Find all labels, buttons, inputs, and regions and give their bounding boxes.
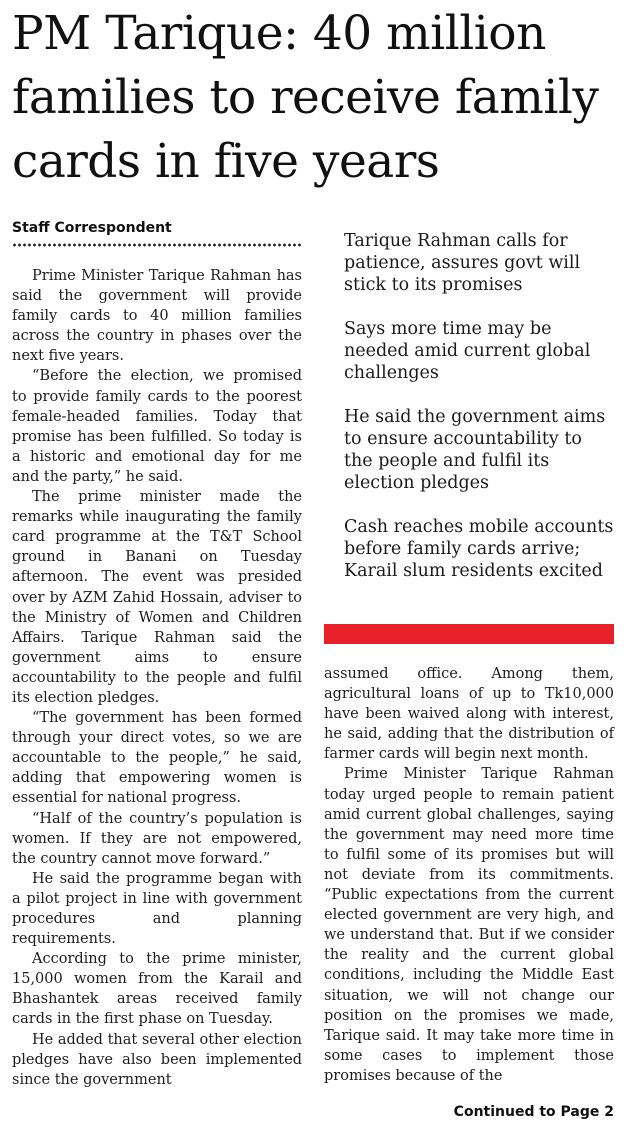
highlights-box xyxy=(344,230,614,604)
byline: Staff Correspondent xyxy=(12,220,172,236)
continued-link[interactable]: Continued to Page 2 xyxy=(453,1104,614,1120)
article-paragraph: Prime Minister Tarique Rahman today urged people to remain patient amid current global challenges, saying the government may need more time to fulfil some of its promises but will not deviate from its commitments. “Public expectations from the current elected government are very high, and we understand that. But if we consider the reality and the current global conditions, including the Middle East situation, we will not change our position on the promises we made, Tarique said. It may take more time in some cases to implement those promises because of the xyxy=(324,766,614,1084)
highlight-item: Says more time may be needed amid current global challenges xyxy=(344,319,591,383)
highlight-item: Tarique Rahman calls for patience, assures govt will stick to its promises xyxy=(344,231,581,295)
article-column-left xyxy=(12,266,302,1090)
article-paragraph: He said the programme began with a pilot project in line with government procedures and planning requirements. xyxy=(12,870,302,948)
article-column-right xyxy=(324,664,614,1086)
article-paragraph: He added that several other election pledges have also been implemented since the government xyxy=(12,1031,302,1088)
article-paragraph: Prime Minister Tarique Rahman has said the government will provide family cards to 40 million families across the country in phases over the next five years. xyxy=(12,268,302,365)
article-paragraph: “Half of the country’s population is women. If they are not empowered, the country cannot move forward.” xyxy=(12,810,302,867)
article-paragraph: According to the prime minister, 15,000 women from the Karail and Bhashantek areas received family cards in the first phase on Tuesday. xyxy=(12,951,302,1028)
dotted-divider xyxy=(12,243,302,247)
article-paragraph: assumed office. Among them, agricultural loans of up to Tk10,000 have been waived along with interest, he said, adding that the distribution of farmer cards will begin next month. xyxy=(324,666,614,763)
red-accent-bar xyxy=(324,624,614,644)
highlight-item: Cash reaches mobile accounts before family cards arrive; Karail slum residents excited xyxy=(344,517,614,581)
article-paragraph: “The government has been formed through your direct votes, so we are accountable to the people,” he said, adding that empowering women is essential for national progress. xyxy=(12,710,302,807)
highlight-item: He said the government aims to ensure accountability to the people and fulfil its election pledges xyxy=(344,407,606,493)
headline: PM Tarique: 40 million families to receive family cards in five years xyxy=(12,6,599,189)
article-paragraph: “Before the election, we promised to provide family cards to the poorest female-headed families. Today that promise has been fulfilled. So today is a historic and emotional day for me and the party,” he said. xyxy=(12,368,302,485)
article-paragraph: The prime minister made the remarks while inaugurating the family card programme at the T&T School ground in Banani on Tuesday afternoon. The event was presided over by AZM Zahid Hossain, adviser to the Ministry of Women and Children Affairs. Tarique Rahman said the government aims to ensure accountability to the people and fulfil its election pledges. xyxy=(12,489,302,706)
